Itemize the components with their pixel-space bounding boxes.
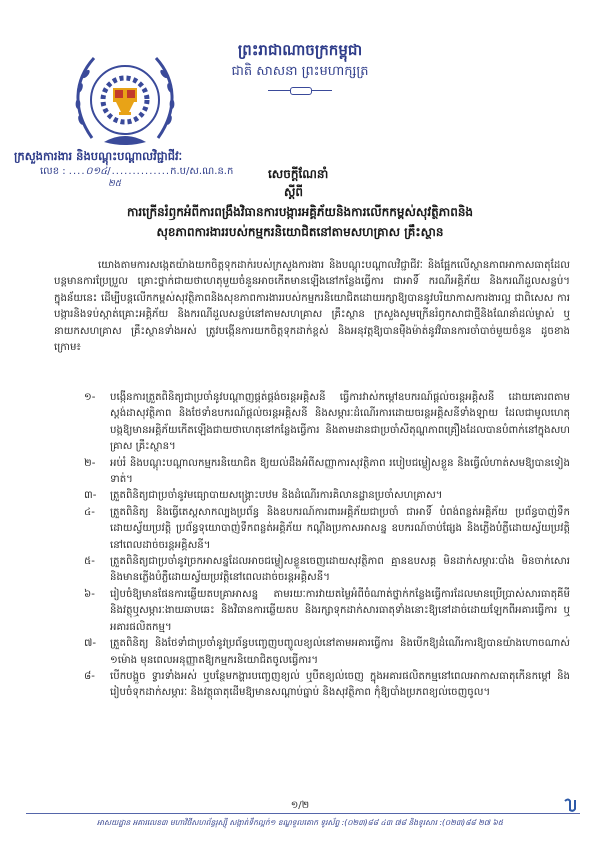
ref-code: ក.ប/ស.ណ.ន.ក [170,166,234,177]
ornament-divider [268,86,332,94]
footer-divider [26,813,580,814]
ref-year: ២៥ [108,179,122,189]
ministry-emblem-icon [64,50,186,150]
item-number: ៤- [84,506,95,518]
initial-mark-icon [562,797,578,813]
title-line-2: សុខភាពការងាររបស់កម្មករនិយោជិតនៅតាមសហគ្រាស គ្រឹះស្ថាន [156,225,444,239]
item-text: ត្រួតពិនិត្យ និងធ្វើតេស្តសាកល្បងប្រព័ន្ធ និងឧបករណ៍ការពារអគ្គិភ័យជាប្រចាំ ជាអាទិ៍ បំពង់ពន្លត់អគ្គិភ័យ ប្រព័ន្ធបាញ់ទឹកដោយស្វ័យប្រវត្តិ ប្រព័ន្ធទុយោបាញ់ទឹកពន្លត់អគ្គិភ័យ កណ្តឹងប្រកាសអាសន្ន ឧបករណ៍ចាប់ផ្សែង និងភ្លើងបំភ្លឺដោយស្វ័យប្រវត្តិនៅពេលដាច់ចរន្តអគ្គិសនី។ [110,506,570,551]
item-number: ៦- [84,588,95,600]
document-type: សេចក្តីណែនាំ [268,167,329,181]
national-motto: ជាតិ សាសនា ព្រះមហាក្សត្រ [231,64,369,79]
list-item [84,505,570,554]
item-text: ត្រួតពិនិត្យ និងថែទាំជាប្រចាំនូវប្រព័ន្ធបញ្ចេញបញ្ចូលខ្យល់នៅតាមអគារធ្វើការ និងបើកឱ្យដំណើរការឱ្យបានយ៉ាងហោចណាស់ ១ម៉ោង មុនពេលអនុញ្ញាតឱ្យកម្មករនិយោជិតចូលធ្វើការ។ [110,638,570,666]
intro-paragraph: យោងតាមការសង្កេតយ៉ាងយកចិត្តទុកដាក់របស់ក្រសួងការងារ និងបណ្តុះបណ្តាលវិជ្ជាជីវៈ និងផ្អែកលើស្ថានភាពអាកាសធាតុដែលបន្តមានការប្រែប្រួល គ្រោះថ្នាក់ជាយថាហេតុមួយចំនួនអាចកើតមានឡើងនៅកន្លែងធ្វើការ ជាអាទិ៍ ករណីអគ្គិភ័យ និងករណីដួលសន្លប់។ ក្នុងន័យនេះ ដើម្បីបន្តលើកកម្ពស់សុវត្ថិភាពនិងសុខភាពការងាររបស់កម្មករនិយោជិតដោយរក្សាឱ្យបាននូវបរិយាកាសការងារល្អ ជាពិសេស ការបង្ការនិងទប់ស្កាត់គ្រោះអគ្គិភ័យ និងករណីដួលសន្លប់នៅតាមសហគ្រាស គ្រឹះស្ថាន ក្រសួងសូមក្រើនរំឭកសាជាថ្មីនិងណែនាំដល់ម្ចាស់ ឬនាយកសហគ្រាស គ្រឹះស្ថានទាំងអស់ ត្រូវបង្កើនការយកចិត្តទុកដាក់ខ្ពស់ និងអនុវត្តឱ្យបានម៉ឺងម៉ាត់នូវវិធានការចាំបាច់មួយចំនួន ដូចខាងក្រោម៖ [54,260,570,354]
reference-number: លេខ : ....០១៤/..............ក.ប/ស.ណ.ន.ក ២៥ [40,166,234,189]
list-item [84,587,570,636]
list-item [84,456,570,489]
ref-label: លេខ : [40,166,66,177]
ref-number: ០១៤ [85,166,108,177]
footer-address: អាសយដ្ឋាន អគារលេខ៣ មហាវិថីសហព័ន្ធរុស្ស៊ី សង្កាត់ទឹកល្អក់១ ខណ្ឌទួលគោក ទូរស័ព្ទ :(០២៣)៨៨ ៤៣ ៧៨ និងទូរសារ :(០២៣)៨៨ ២៧ ៦៥ [96,818,504,827]
document-title [40,202,560,242]
instruction-list [84,390,570,702]
item-text: បង្កើនការត្រួតពិនិត្យជាប្រចាំនូវបណ្តាញផ្គត់ផ្គង់ចរន្តអគ្គិសនី ធ្វើការវាស់កម្តៅឧបករណ៍ផ្តល់ចរន្តអគ្គិសនី ដោយគោរពតាមស្តង់ដាសុវត្ថិភាព និងថែទាំឧបករណ៍ផ្តល់ចរន្តអគ្គិសនី និងសម្ភារៈដំណើរការដោយចរន្តអគ្គិសនីទាំងឡាយ ដែលជាមូលហេតុបង្កឱ្យមានអគ្គិភ័យកើតឡើងជាយថាហេតុនៅកន្លែងធ្វើការ និងតាមដានជាប្រចាំសីតុណ្ហភាពគ្រឿងដែលបានបំពាក់នៅក្នុងសហគ្រាស គ្រឹះស្ថាន។ [110,392,570,453]
item-number: ៥- [84,556,95,568]
list-item [84,488,570,504]
list-item [84,636,570,669]
item-number: ៨- [84,670,95,682]
item-number: ៧- [84,638,97,650]
about-label: ស្តីពី [284,185,304,199]
item-text: ត្រួតពិនិត្យជាប្រចាំនូវច្រកអាសន្នដែលអាចជម្លៀសខ្លួនចេញដោយសុវត្ថិភាព គ្មានឧបសគ្គ មិនដាក់សម្ភារៈបាំង មិនចាក់សោរ និងមានភ្លើងបំភ្លឺដោយស្វ័យប្រវត្តិនៅពេលដាច់ចរន្តអគ្គិសនី។ [110,556,570,584]
page-number: ១/២ [290,800,310,811]
item-text: បើកបង្អួច ទ្វារទាំងអស់ ឬបន្ថែមកង្ហារបញ្ចេញខ្យល់ ឬបឺតខ្យល់ចេញ ក្នុងអគារផលិតកម្មនៅពេលអាកាសធាតុកើនកម្តៅ និងរៀបចំទុកដាក់សម្ភារៈ និងវត្ថុធាតុដើមឱ្យមានសណ្តាប់ធ្នាប់ និងសុវត្ថិភាព កុំឱ្យបាំងប្រភពខ្យល់ចេញចូល។ [110,670,570,699]
kingdom-name: ព្រះរាជាណាចក្រកម្ពុជា [237,41,363,59]
item-text: រៀបចំឱ្យមានផែនការឆ្លើយតបគ្រាអាសន្ន តាមរយៈការវាយតម្លៃអំពីចំណាត់ថ្នាក់កន្លែងធ្វើការដែលមានប្រើប្រាស់សារធាតុគីមី និងវត្ថុឬសម្ភារៈងាយឆាបឆេះ និងវិធានការឆ្លើយតប និងរក្សាទុកដាក់សារធាតុទាំងនោះឱ្យនៅដាច់ដោយឡែកពីអគារធ្វើការ ឬអគារផលិតកម្ម។ [110,588,570,633]
kingdom-header [200,40,400,94]
item-number: ២- [84,457,96,469]
item-number: ៣- [84,490,97,502]
item-text: អប់រំ និងបណ្តុះបណ្តាលកម្មករនិយោជិត ឱ្យយល់ដឹងអំពីសញ្ញាការសុវត្ថិភាព របៀបជម្លៀសខ្លួន និងធ្វើលំហាត់សមឱ្យបានទៀងទាត់។ [110,457,570,486]
title-line-1: ការក្រើនរំឭកអំពីការពង្រឹងវិធានការបង្ការអគ្គិភ័យនិងការលើកកម្ពស់សុវត្ថិភាពនិង [126,205,474,219]
list-item [84,390,570,456]
list-item [84,669,570,702]
item-number: ១- [84,392,96,403]
ministry-name: ក្រសួងការងារ និងបណ្តុះបណ្តាលវិជ្ជាជីវៈ [14,149,183,163]
document-body [54,258,570,356]
list-item [84,554,570,587]
item-text: ត្រួតពិនិត្យជាប្រចាំនូវមធ្យោបាយសង្គ្រោះបឋម និងដំណើរការគិលានដ្ឋានប្រចាំសហគ្រាស។ [110,490,443,502]
